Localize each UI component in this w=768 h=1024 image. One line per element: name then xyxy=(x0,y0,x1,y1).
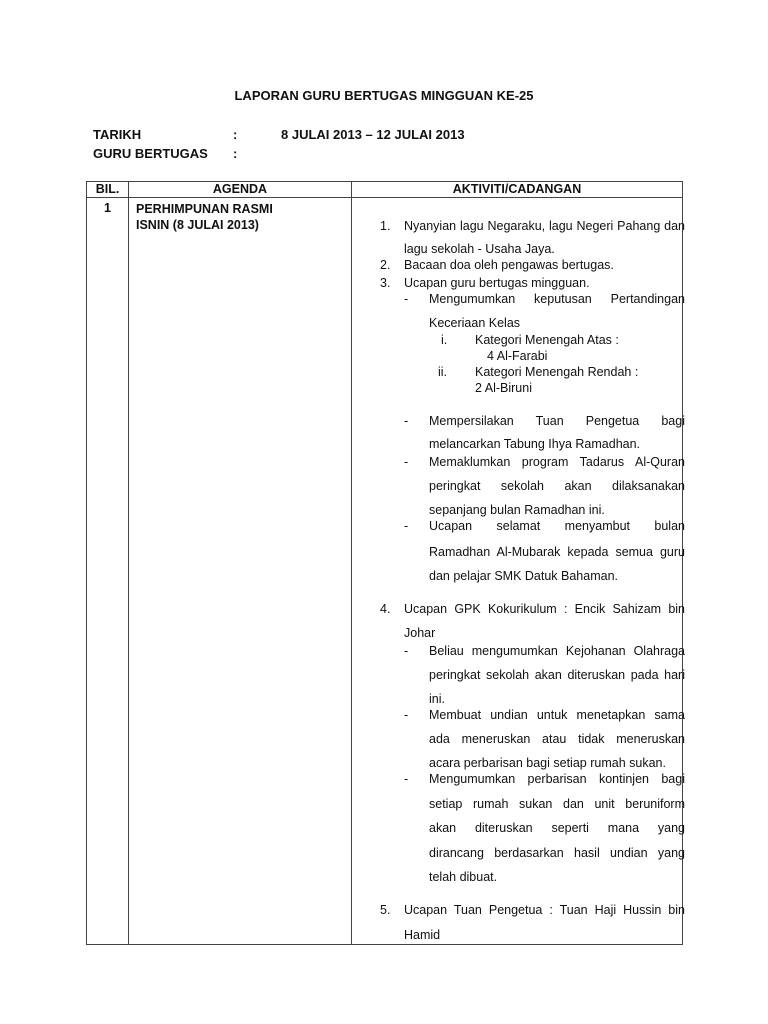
dash-bullet: - xyxy=(404,708,409,722)
header-bil: BIL. xyxy=(87,182,129,198)
date-value: 8 JULAI 2013 – 12 JULAI 2013 xyxy=(281,127,465,142)
activity-line: akan diteruskan seperti mana yang xyxy=(429,821,685,835)
dash-bullet: - xyxy=(404,519,409,533)
item-number: 4. xyxy=(380,602,391,616)
header-activity: AKTIVITI/CADANGAN xyxy=(352,182,683,198)
table-row xyxy=(87,198,683,945)
activity-line: Nyanyian lagu Negaraku, lagu Negeri Pahang dan xyxy=(404,219,685,233)
date-label: TARIKH xyxy=(93,127,142,142)
activity-line: Ucapan GPK Kokurikulum : Encik Sahizam bin xyxy=(404,602,685,616)
activity-line: Ucapan guru bertugas mingguan. xyxy=(404,276,590,290)
activity-line: lagu sekolah - Usaha Jaya. xyxy=(404,242,555,256)
activity-line: Ucapan selamat menyambut bulan xyxy=(429,519,685,533)
item-number: 5. xyxy=(380,903,391,917)
activity-line: Mempersilakan Tuan Pengetua bagi xyxy=(429,414,685,428)
category-label: Kategori Menengah Rendah : xyxy=(475,365,639,379)
roman-numeral: i. xyxy=(441,333,448,347)
category-value: 4 Al-Farabi xyxy=(487,349,548,363)
teacher-label: GURU BERTUGAS xyxy=(93,146,208,161)
report-table xyxy=(86,181,683,945)
activity-line: peringkat sekolah akan diteruskan pada hari xyxy=(429,668,685,682)
row-number: 1 xyxy=(87,198,129,945)
header-agenda: AGENDA xyxy=(129,182,352,198)
dash-bullet: - xyxy=(404,414,409,428)
agenda-line-1: PERHIMPUNAN RASMI xyxy=(136,202,273,216)
activity-line: acara perbarisan bagi setiap rumah sukan. xyxy=(429,756,666,770)
roman-numeral: ii. xyxy=(438,365,448,379)
agenda-cell xyxy=(129,198,352,945)
item-number: 1. xyxy=(380,219,391,233)
dash-bullet: - xyxy=(404,772,409,786)
activity-line: peringkat sekolah akan dilaksanakan xyxy=(429,479,685,493)
activity-line: melancarkan Tabung Ihya Ramadhan. xyxy=(429,437,641,451)
category-label: Kategori Menengah Atas : xyxy=(475,333,619,347)
activity-line: Memaklumkan program Tadarus Al-Quran xyxy=(429,455,685,469)
table-header-row xyxy=(87,182,683,198)
activity-line: Beliau mengumumkan Kejohanan Olahraga xyxy=(429,644,685,658)
activity-line: Membuat undian untuk menetapkan sama xyxy=(429,708,685,722)
dash-bullet: - xyxy=(404,644,409,658)
date-colon: : xyxy=(233,127,238,142)
teacher-colon: : xyxy=(233,146,238,161)
activity-line: telah dibuat. xyxy=(429,870,498,884)
activity-line: dirancang berdasarkan hasil undian yang xyxy=(429,846,685,860)
activity-line: setiap rumah sukan dan unit beruniform xyxy=(429,797,685,811)
activity-line: Ramadhan Al-Mubarak kepada semua guru xyxy=(429,545,685,559)
activity-cell xyxy=(352,198,683,945)
activity-line: ada meneruskan atau tidak meneruskan xyxy=(429,732,685,746)
agenda-line-2: ISNIN (8 JULAI 2013) xyxy=(136,218,259,232)
dash-bullet: - xyxy=(404,455,409,469)
activity-line: Johar xyxy=(404,626,436,640)
item-number: 3. xyxy=(380,276,391,290)
item-number: 2. xyxy=(380,258,391,272)
activity-line: Mengumumkan keputusan Pertandingan xyxy=(429,292,685,306)
activity-line: Keceriaan Kelas xyxy=(429,316,521,330)
activity-line: ini. xyxy=(429,692,445,706)
dash-bullet: - xyxy=(404,292,409,306)
activity-line: Mengumumkan perbarisan kontinjen bagi xyxy=(429,772,685,786)
activity-line: Hamid xyxy=(404,928,441,942)
activity-line: sepanjang bulan Ramadhan ini. xyxy=(429,503,605,517)
category-value: 2 Al-Biruni xyxy=(475,381,532,395)
report-title: LAPORAN GURU BERTUGAS MINGGUAN KE-25 xyxy=(234,88,534,103)
activity-line: Ucapan Tuan Pengetua : Tuan Haji Hussin bin xyxy=(404,903,685,917)
activity-line: Bacaan doa oleh pengawas bertugas. xyxy=(404,258,614,272)
activity-line: dan pelajar SMK Datuk Bahaman. xyxy=(429,569,618,583)
